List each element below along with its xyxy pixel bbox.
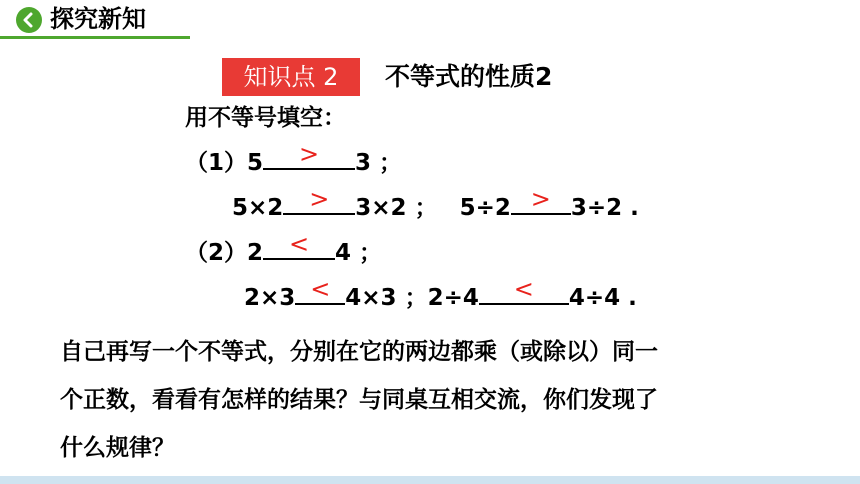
- answer-symbol: >: [309, 185, 330, 213]
- question-1-line-1: [185, 140, 403, 178]
- footer-bar: [0, 476, 860, 484]
- answer-symbol: >: [298, 140, 320, 168]
- answer-blank[interactable]: [295, 275, 345, 305]
- q1-l2-right: 3÷2 .: [570, 195, 639, 221]
- question-2-line-1: [185, 230, 383, 268]
- header-underline: [0, 36, 190, 39]
- knowledge-point-title: 不等式的性质2: [385, 62, 553, 91]
- question-2-line-2: [244, 275, 637, 313]
- answer-symbol: <: [288, 230, 310, 258]
- q2-l2-right: 4÷4 .: [568, 285, 637, 311]
- paragraph-line-2: 个正数，看看有怎样的结果？与同桌互相交流，你们发现了: [60, 387, 658, 413]
- q1-l1-left: 5: [247, 150, 264, 176]
- question-1-line-2: [232, 185, 639, 223]
- q1-l1-right: 3 ；: [355, 150, 403, 176]
- answer-blank[interactable]: [263, 230, 335, 260]
- paragraph-line-1: 自己再写一个不等式，分别在它的两边都乘（或除以）同一: [60, 339, 658, 365]
- answer-blank[interactable]: [263, 140, 355, 170]
- q1-l2-mid: 3×2 ；: [355, 195, 438, 221]
- q1-l2-left: 5×2: [232, 195, 284, 221]
- paragraph-line-3: 什么规律？: [60, 435, 175, 461]
- answer-symbol: <: [310, 275, 331, 303]
- q2-l1-left: 2: [247, 240, 264, 266]
- section-header: [0, 0, 190, 40]
- q1-l2-left-2: 5÷2: [459, 195, 511, 221]
- q2-l2-mid: 4×3 ；: [345, 285, 428, 311]
- q2-l1-right: 4 ；: [335, 240, 383, 266]
- q2-l2-left-2: 2÷4: [427, 285, 479, 311]
- q2-l2-left: 2×3: [244, 285, 296, 311]
- answer-blank[interactable]: [479, 275, 569, 305]
- answer-symbol: <: [513, 275, 534, 303]
- question-1-label: （1）: [185, 150, 248, 176]
- answer-symbol: >: [530, 185, 551, 213]
- knowledge-point-badge: 知识点 2: [222, 58, 360, 96]
- answer-blank[interactable]: [283, 185, 355, 215]
- question-2-label: （2）: [185, 240, 248, 266]
- arrow-left-icon: [16, 7, 42, 33]
- instruction-text: 用不等号填空：: [185, 105, 346, 131]
- section-title: 探究新知: [50, 5, 146, 33]
- answer-blank[interactable]: [511, 185, 571, 215]
